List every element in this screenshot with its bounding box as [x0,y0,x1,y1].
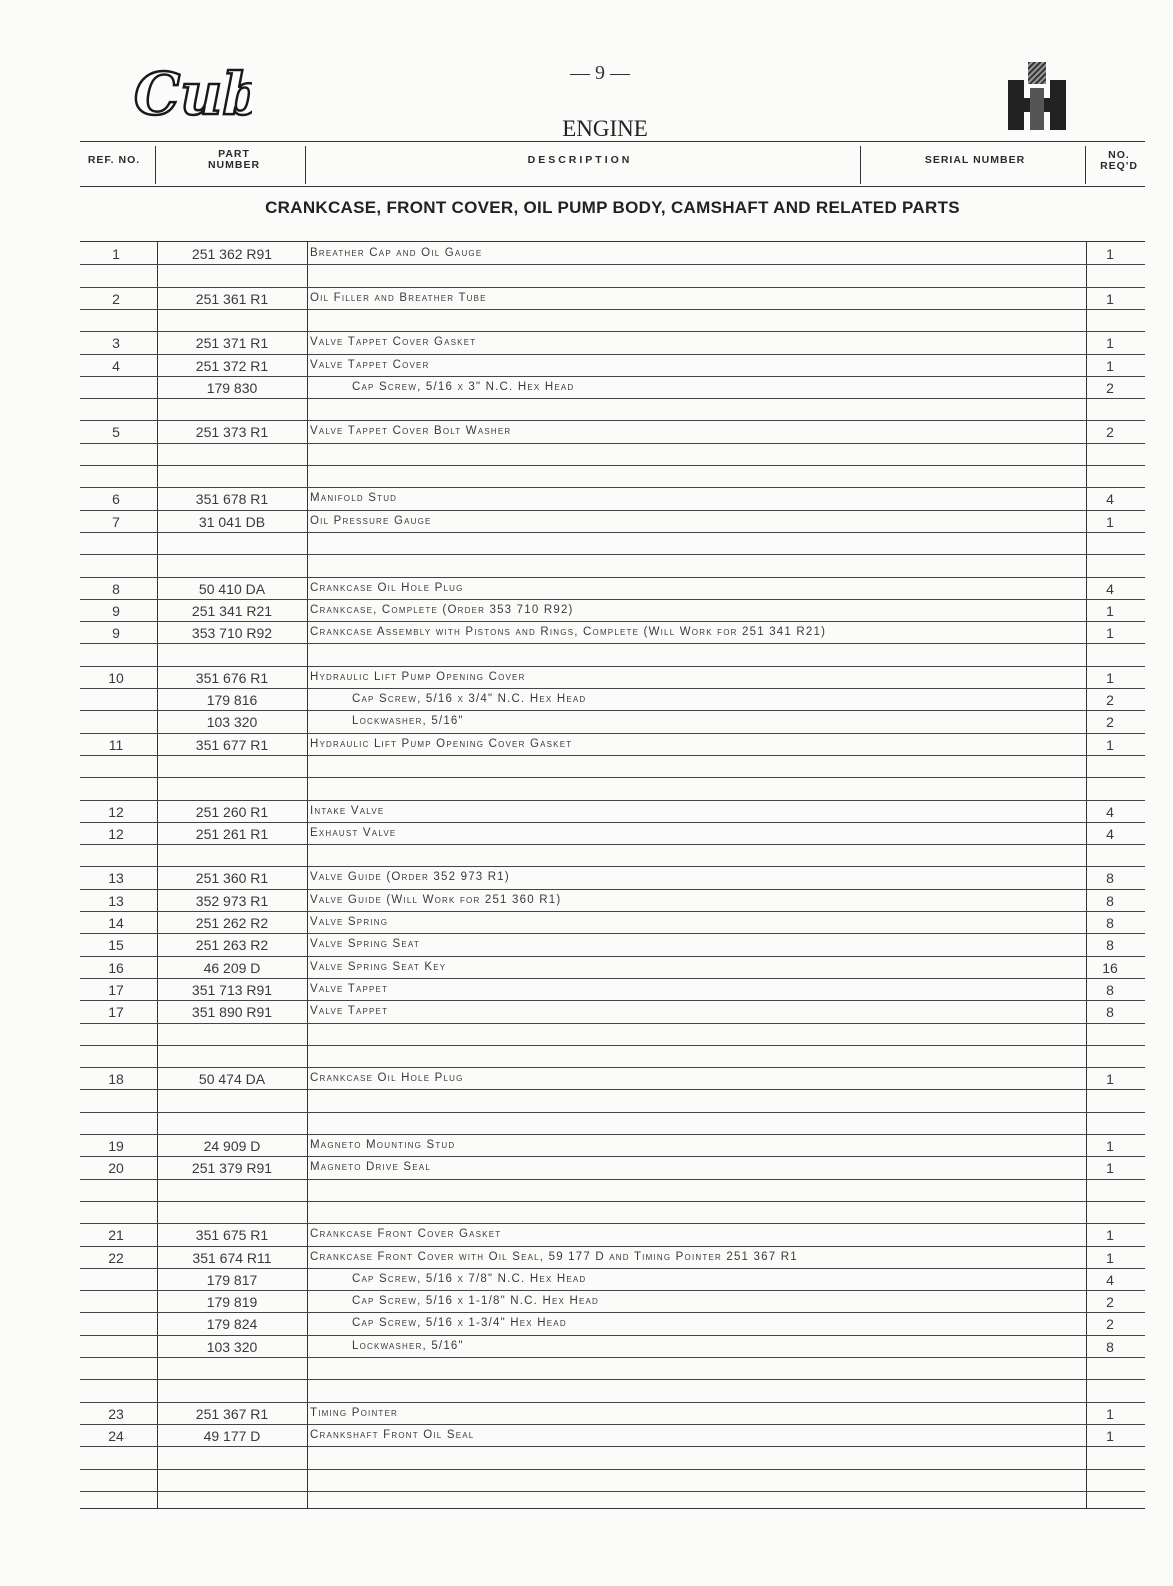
table-row [80,1336,1145,1358]
table-row [80,1291,1145,1313]
part-number-cell: 179 830 [206,379,258,396]
ref-no-cell: 12 [108,803,124,820]
part-number-cell: 351 713 R91 [191,981,273,998]
table-row [80,1068,1145,1090]
ref-no-cell: 2 [112,290,120,307]
table-row [80,1113,1145,1135]
header-rule-bottom [80,186,1145,187]
description-cell: Intake Valve [310,804,385,817]
table-row [80,1024,1145,1046]
part-number-cell: 351 676 R1 [195,669,269,686]
table-row [80,957,1145,979]
ref-no-cell: 12 [108,825,124,842]
qty-cell: 1 [1106,1071,1114,1088]
part-number-cell: 351 677 R1 [195,736,269,753]
qty-cell: 8 [1106,870,1114,887]
ref-no-cell: 23 [108,1405,124,1422]
ref-no-cell: 3 [112,335,120,352]
col-header-serial-number: SERIAL NUMBER [924,154,1026,166]
ref-no-cell: 6 [112,491,120,508]
description-cell: Magneto Mounting Stud [310,1139,456,1151]
ref-no-cell: 11 [108,736,124,753]
table-row [80,355,1145,377]
table-row [80,1046,1145,1068]
qty-cell: 2 [1106,424,1114,441]
page-number: — 9 — [570,62,630,84]
description-cell: Valve Tappet [310,1005,389,1018]
description-cell: Timing Pointer [310,1406,399,1419]
table-row [80,845,1145,867]
table-rule-top [80,241,1145,242]
qty-cell: 8 [1106,1004,1114,1021]
part-number-cell: 49 177 D [203,1427,261,1444]
table-row [80,265,1145,287]
table-row [80,1447,1145,1469]
qty-cell: 1 [1106,1160,1114,1177]
qty-cell: 16 [1102,959,1118,976]
table-row [80,399,1145,421]
description-cell: Crankcase Front Cover Gasket [310,1228,502,1241]
row-rule [80,1491,1145,1492]
ref-no-cell: 19 [108,1138,124,1154]
qty-cell: 2 [1106,1316,1114,1333]
part-number-cell: 251 379 R91 [191,1160,273,1177]
table-row [80,711,1145,733]
part-number-cell: 351 674 R11 [192,1249,272,1266]
table-row [80,1403,1145,1425]
header-divider [1085,146,1086,184]
description-cell: Cap Screw, 5/16 x 1-3/4" Hex Head [352,1317,567,1330]
ref-no-cell: 4 [112,357,120,374]
header-divider [860,146,861,184]
table-row [80,332,1145,354]
part-number-cell: 351 890 R91 [191,1004,273,1021]
description-cell: Valve Tappet Cover Gasket [310,336,477,349]
ref-no-cell: 14 [108,915,124,931]
cub-logo [132,52,252,132]
part-number-cell: 251 373 R1 [195,424,269,441]
header-divider [155,146,156,184]
qty-cell: 1 [1106,246,1114,262]
part-number-cell: 251 362 R91 [191,246,273,262]
part-number-cell: 351 678 R1 [195,491,269,508]
qty-cell: 8 [1106,1338,1114,1355]
part-number-cell: 251 260 R1 [195,803,269,820]
qty-cell: 8 [1106,937,1114,954]
table-row [80,1135,1145,1157]
qty-cell: 1 [1106,1405,1114,1422]
table-row [80,288,1145,310]
qty-cell: 1 [1106,625,1114,642]
description-cell: Lockwasher, 5/16" [352,1339,464,1352]
table-row [80,867,1145,889]
ref-no-cell: 10 [108,669,124,686]
header-rule-top [80,141,1145,142]
qty-cell: 1 [1106,335,1114,352]
qty-cell: 1 [1106,513,1114,530]
qty-cell: 8 [1106,892,1114,909]
table-row [80,934,1145,956]
qty-cell: 2 [1106,1294,1114,1311]
table-row [80,310,1145,332]
qty-cell: 4 [1106,1271,1114,1288]
table-row [80,1001,1145,1023]
qty-cell: 2 [1106,379,1114,396]
description-cell: Valve Spring Seat [310,938,420,951]
table-row [80,1380,1145,1402]
part-number-cell: 251 361 R1 [195,290,269,307]
table-row [80,488,1145,510]
table-row [80,644,1145,666]
ref-no-cell: 9 [112,602,120,619]
qty-cell: 4 [1106,803,1114,820]
qty-cell: 1 [1106,1138,1114,1154]
part-number-cell: 50 410 DA [198,580,266,597]
ref-no-cell: 17 [108,981,124,998]
part-number-cell: 251 371 R1 [195,335,269,352]
table-row [80,689,1145,711]
description-cell: Valve Tappet Cover Bolt Washer [310,425,512,438]
table-row [80,778,1145,800]
table-row [80,533,1145,555]
description-cell: Breather Cap and Oil Gauge [310,247,483,259]
table-row [80,1358,1145,1380]
description-cell: Lockwasher, 5/16" [352,715,464,728]
page-title: ENGINE [562,116,648,141]
part-number-cell: 179 819 [206,1294,258,1311]
header-divider [305,146,306,184]
part-number-cell: 103 320 [206,1338,258,1355]
table-row [80,890,1145,912]
part-number-cell: 251 372 R1 [195,357,269,374]
part-number-cell: 251 263 R2 [195,937,269,954]
ref-no-cell: 8 [112,580,120,597]
qty-cell: 1 [1106,669,1114,686]
part-number-cell: 179 817 [206,1271,258,1288]
part-number-cell: 46 209 D [203,959,261,976]
qty-cell: 4 [1106,825,1114,842]
ref-no-cell: 18 [108,1071,124,1088]
ref-no-cell: 9 [112,625,120,642]
table-row [80,1470,1145,1492]
part-number-cell: 251 341 R21 [191,602,273,619]
ref-no-cell: 15 [108,937,124,954]
table-row [80,1313,1145,1335]
part-number-cell: 24 909 D [203,1138,261,1154]
qty-cell: 8 [1106,915,1114,931]
table-row [80,1180,1145,1202]
table-row [80,377,1145,399]
col-header-qty: NO. REQ'D [1100,149,1138,172]
description-cell: Cap Screw, 5/16 x 3/4" N.C. Hex Head [352,693,587,705]
table-row [80,912,1145,934]
table-row [80,1425,1145,1447]
table-row [80,578,1145,600]
part-number-cell: 31 041 DB [198,513,266,530]
table-row [80,1202,1145,1224]
ref-no-cell: 16 [108,959,124,976]
table-row [80,444,1145,466]
table-row [80,555,1145,577]
part-number-cell: 351 675 R1 [195,1227,269,1244]
description-cell: Crankcase Oil Hole Plug [310,581,464,594]
description-cell: Oil Filler and Breather Tube [310,291,487,304]
qty-cell: 1 [1106,1227,1114,1244]
col-header-description: DESCRIPTION [527,154,633,166]
table-row [80,1224,1145,1246]
description-cell: Valve Tappet [310,982,389,995]
part-number-cell: 251 261 R1 [195,825,269,842]
description-cell: Crankcase, Complete (Order 353 710 R92) [310,603,574,616]
description-cell: Valve Tappet Cover [310,358,430,371]
description-cell: Cap Screw, 5/16 x 3" N.C. Hex Head [352,380,575,393]
qty-cell: 8 [1106,981,1114,998]
ref-no-cell: 13 [108,892,124,909]
part-number-cell: 353 710 R92 [191,625,273,642]
qty-cell: 1 [1106,736,1114,753]
qty-cell: 4 [1106,491,1114,508]
svg-text:Cub: Cub [134,60,252,128]
qty-cell: 1 [1106,602,1114,619]
table-row [80,801,1145,823]
description-cell: Exhaust Valve [310,826,397,839]
part-number-cell: 251 367 R1 [195,1405,269,1422]
table-row [80,243,1145,265]
description-cell: Cap Screw, 5/16 x 7/8" N.C. Hex Head [352,1272,587,1285]
table-row [80,1157,1145,1179]
description-cell: Valve Spring Seat Key [310,960,447,973]
table-row [80,979,1145,1001]
part-number-cell: 179 824 [206,1316,258,1333]
col-header-part-number: PART NUMBER [207,148,261,171]
part-number-cell: 251 262 R2 [195,915,269,931]
table-row [80,466,1145,488]
ref-no-cell: 20 [108,1160,124,1177]
table-row [80,421,1145,443]
description-cell: Cap Screw, 5/16 x 1-1/8" N.C. Hex Head [352,1295,599,1308]
ref-no-cell: 22 [108,1249,124,1266]
description-cell: Manifold Stud [310,492,398,505]
description-cell: Valve Spring [310,916,389,928]
ref-no-cell: 13 [108,870,124,887]
description-cell: Valve Guide (Order 352 973 R1) [310,871,510,884]
table-row [80,734,1145,756]
qty-cell: 1 [1106,1427,1114,1444]
section-subheading: CRANKCASE, FRONT COVER, OIL PUMP BODY, CAMSHAFT AND RELATED PARTS [265,198,960,217]
table-row [80,823,1145,845]
qty-cell: 4 [1106,580,1114,597]
description-cell: Crankcase Front Cover with Oil Seal, 59 177 D and Timing Pointer 251 367 R1 [310,1250,798,1263]
description-cell: Crankcase Oil Hole Plug [310,1072,464,1085]
part-number-cell: 251 360 R1 [195,870,269,887]
table-rule-bottom [80,1508,1145,1509]
table-row [80,511,1145,533]
table-row [80,756,1145,778]
ref-no-cell: 17 [108,1004,124,1021]
part-number-cell: 103 320 [206,714,258,731]
qty-cell: 2 [1106,692,1114,708]
description-cell: Crankshaft Front Oil Seal [310,1428,475,1441]
description-cell: Crankcase Assembly with Pistons and Rings, Complete (Will Work for 251 341 R21) [310,626,827,639]
qty-cell: 2 [1106,714,1114,731]
ref-no-cell: 1 [112,246,120,262]
description-cell: Magneto Drive Seal [310,1161,431,1174]
ref-no-cell: 7 [112,513,120,530]
table-row [80,1090,1145,1112]
table-row [80,622,1145,644]
table-row [80,1247,1145,1269]
description-cell: Oil Pressure Gauge [310,514,432,527]
ref-no-cell: 24 [108,1427,124,1444]
qty-cell: 1 [1106,1249,1114,1266]
ih-logo-icon [1008,62,1066,130]
qty-cell: 1 [1106,357,1114,374]
table-row [80,667,1145,689]
col-header-ref-no: REF. NO. [87,154,141,166]
description-cell: Valve Guide (Will Work for 251 360 R1) [310,893,562,906]
description-cell: Hydraulic Lift Pump Opening Cover Gasket [310,737,573,750]
description-cell: Hydraulic Lift Pump Opening Cover [310,670,526,683]
part-number-cell: 179 816 [206,692,258,708]
part-number-cell: 352 973 R1 [195,892,269,909]
part-number-cell: 50 474 DA [198,1071,266,1088]
ref-no-cell: 21 [108,1227,124,1244]
table-row [80,600,1145,622]
ref-no-cell: 5 [112,424,120,441]
qty-cell: 1 [1106,290,1114,307]
table-row [80,1269,1145,1291]
